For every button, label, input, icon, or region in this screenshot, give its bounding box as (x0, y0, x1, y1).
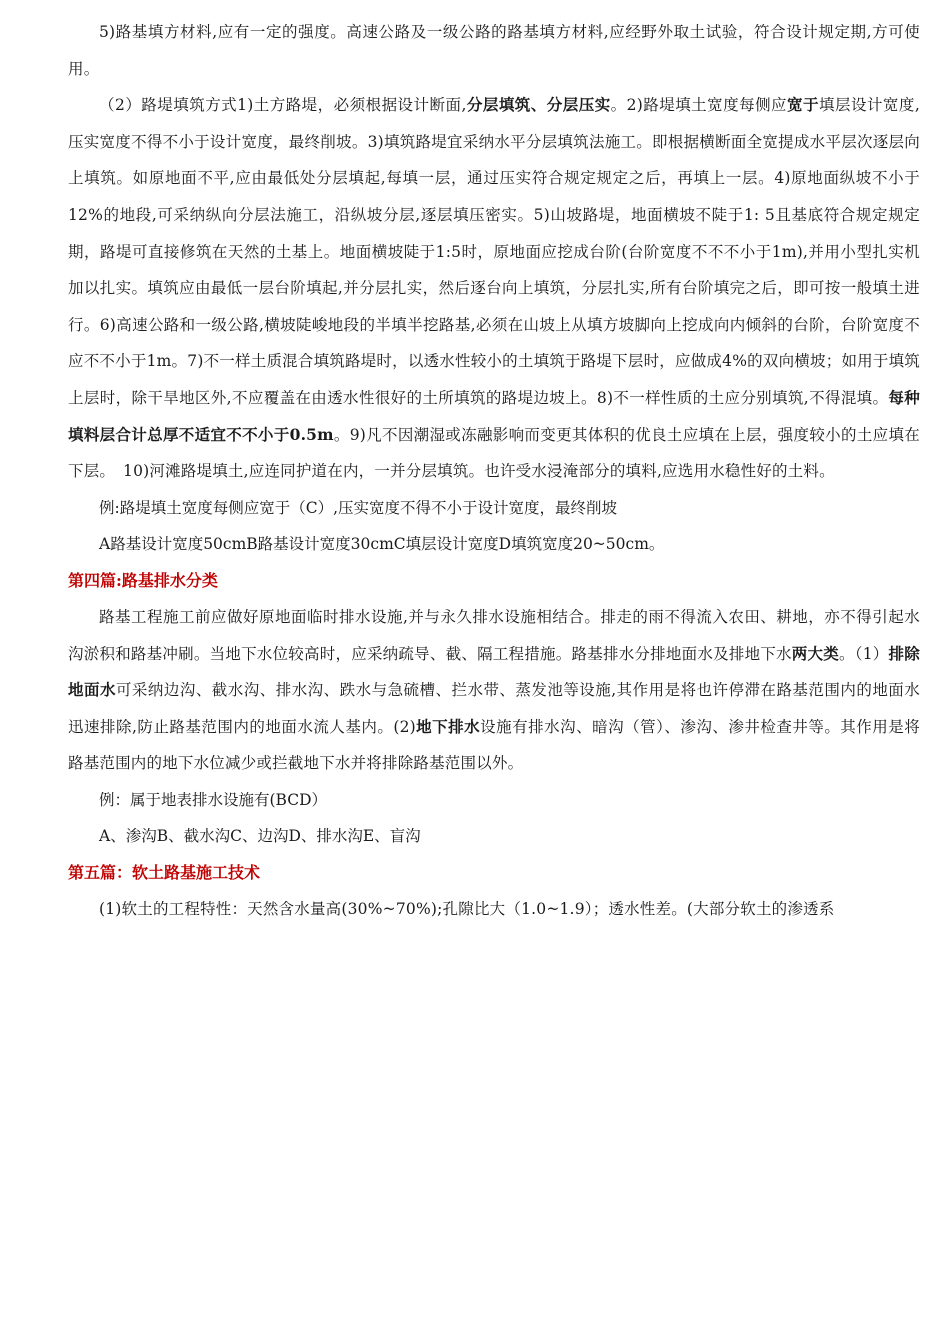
bold-span: 地下排水 (415, 716, 481, 736)
example-options: A路基设计宽度50cmB路基设计宽度30cmC填层设计宽度D填筑宽度20~50cm。 (99, 535, 665, 554)
example-question: 例：属于地表排水设施有(BCD） (99, 790, 328, 809)
section-heading-drainage: 第四篇:路基排水分类 (68, 570, 218, 590)
bold-span: 宽于 (787, 95, 820, 115)
paragraph-drainage (68, 599, 920, 782)
section-heading-soft-soil: 第五篇：软土路基施工技术 (68, 863, 261, 883)
bold-span: 排除地面水 (68, 643, 920, 700)
paragraph-embankment-filling-method (68, 87, 920, 490)
bold-span: 分层填筑、分层压实 (466, 95, 611, 115)
example-options: A、渗沟B、截水沟C、边沟D、排水沟E、盲沟 (99, 827, 421, 846)
text-span: 。（1） (838, 644, 889, 663)
text-span: 设施有排水沟、暗沟（管）、渗沟、渗井检查井等。其作用是将路基范围内的地下水位减少或拦截地下水并将排除路基范围以外。 (68, 717, 920, 773)
text-span: 。9)凡不因潮湿或冻融影响而变更其体积的优良土应填在上层，强度较小的土应填在下层。 10)河滩路堤填土,应连同护道在内，一并分层填筑。也许受水浸淹部分的填料,应选用水稳性好的土料。 (68, 425, 921, 481)
bold-span: 每种填料层合计总厚不适宜不不小于0.5m (68, 387, 920, 444)
paragraph-soft-soil-properties: (1)软土的工程特性：天然含水量高(30%~70%);孔隙比大（1.0~1.9）；透水性差。(大部分软土的渗透系 (99, 900, 835, 919)
paragraph-fill-material: 5)路基填方材料,应有一定的强度。高速公路及一级公路的路基填方材料,应经野外取土试验，符合设计规定期,方可使用。 (68, 23, 920, 78)
example-question: 例:路堤填土宽度每侧应宽于（C）,压实宽度不得不小于设计宽度，最终削坡 (99, 498, 618, 517)
text-span: 可采纳边沟、截水沟、排水沟、跌水与急硫槽、拦水带、蒸发池等设施,其作用是将也许停滞在路基范围内的地面水迅速排除,防止路基范围内的地面水流人基内。(2) (68, 681, 920, 736)
text-span: 。2)路堤填土宽度每侧应 (610, 96, 788, 115)
text-span: （2）路堤填筑方式1)土方路堤，必须根据设计断面, (99, 96, 467, 115)
text-span: 路基工程施工前应做好原地面临时排水设施,并与永久排水设施相结合。排走的雨不得流入农田、耕地，亦不得引起水沟淤积和路基冲刷。当地下水位较高时，应采纳疏导、截、隔工程措施。路基排水分排地面水及排地下水 (68, 607, 920, 663)
bold-span: 两大类 (791, 643, 839, 663)
text-span: 填层设计宽度,压实宽度不得不小于设计宽度，最终削坡。3)填筑路堤宜采纳水平分层填筑法施工。即根据横断面全宽提成水平层次逐层向上填筑。如原地面不平,应由最低处分层填起,每填一层，通过压实符合规定规定之后，再填上一层。4)原地面纵坡不小于12%的地段,可采纳纵向分层法施工，沿纵坡分层,逐层填压密实。5)山坡路堤，地面横坡不陡于1: 5且基底符合规定规定期，路堤可直接修筑在天然的土基上。地面横坡陡于1:5时，原地面应挖成台阶(台阶宽度不不不小于1m),并用小型扎实机加以扎实。填筑应由最低一层台阶填起,并分层扎实，然后逐台向上填筑，分层扎实,所有台阶填完之后，即可按一般填土进行。6)高速公路和一级公路,横坡陡峻地段的半填半挖路基,必须在山坡上从填方坡脚向上挖成向内倾斜的台阶，台阶宽度不应不不小于1m。7)不一样土质混合填筑路堤时，以透水性较小的土填筑于路堤下层时，应做成4%的双向横坡；如用于填筑上层时，除干旱地区外,不应覆盖在由透水性很好的土所填筑的路堤边坡上。8)不一样性质的土应分别填筑,不得混填。 (68, 96, 921, 407)
